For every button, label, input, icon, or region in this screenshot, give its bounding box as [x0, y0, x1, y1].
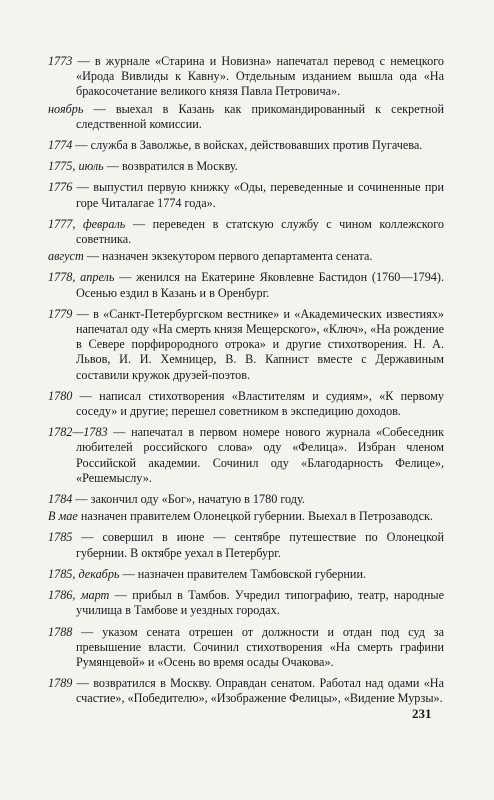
- entry-text: — назначен экзекутором первого департамента сената.: [83, 249, 373, 264]
- entry-date: 1775, июль: [48, 159, 104, 174]
- entry-date: 1782—1783: [48, 425, 108, 440]
- entry-text: — совершил в июне — сентябре путешествие по Олонецкой губернии. В октябре уехал в Петербург.: [72, 530, 444, 560]
- chronology-list: [48, 54, 444, 713]
- entry-date: 1777, февраль: [48, 216, 126, 231]
- entry-text: — выпустил первую книжку «Оды, переведенные и сочиненные при горе Читалагае 1774 года».: [72, 180, 444, 210]
- entry-text: — возвратился в Москву.: [103, 159, 238, 174]
- chronology-entry: [48, 102, 444, 132]
- chronology-entry: [48, 567, 444, 582]
- chronology-entry: [48, 180, 444, 210]
- entry-date: август: [48, 249, 84, 264]
- entry-date: 1776: [48, 180, 73, 195]
- entry-date: 1785, декабрь: [48, 566, 120, 581]
- entry-text: — прибыл в Тамбов. Учредил типографию, театр, народные училища в Тамбове и уездных городах.: [76, 588, 444, 618]
- entry-text: — переведен в статскую службу с чином коллежского советника.: [76, 216, 444, 247]
- chronology-entry: [48, 307, 444, 383]
- entry-date: 1779: [48, 306, 73, 321]
- chronology-entry: [48, 676, 444, 706]
- chronology-entry: [48, 54, 444, 100]
- chronology-entry: [48, 270, 444, 300]
- entry-text: — напечатал в первом номере нового журнала «Собеседник любителей российского слова» оду «Фелица». Избран членом Российской академии. Сочинил оду «Благодарность Фелице», «Решемыслу».: [76, 425, 444, 485]
- entry-date: 1789: [48, 676, 73, 691]
- entry-date: 1785: [48, 530, 73, 545]
- entry-text: — указом сената отрешен от должности и отдан под суд за превышение власти. Сочинил стихотворения «На смерть графини Румянцевой» и «Осень во время осады Очакова».: [72, 624, 444, 669]
- entry-date: 1786, март: [48, 588, 110, 603]
- entry-text: — возвратился в Москву. Оправдан сенатом. Работал над одами «На счастие», «Победителю», «Изображение Фелицы», «Видение Мурзы».: [72, 676, 444, 706]
- entry-date: ноябрь: [48, 101, 84, 116]
- entry-text: — закончил оду «Бог», начатую в 1780 году.: [72, 492, 305, 507]
- chronology-entry: [48, 625, 444, 671]
- entry-date: 1773: [48, 54, 73, 68]
- page-number: 231: [412, 706, 432, 721]
- chronology-entry: [48, 425, 444, 486]
- entry-text: — назначен правителем Тамбовской губернии.: [119, 566, 367, 581]
- entry-text: — выехал в Казань как прикомандированный к секретной следственной комиссии.: [76, 101, 444, 131]
- entry-date: 1788: [48, 624, 73, 639]
- chronology-entry: [48, 509, 444, 524]
- entry-text: — женился на Екатерине Яковлевне Бастидон (1760—1794). Осенью ездил в Казань и в Оренбург.: [76, 270, 444, 300]
- entry-text: — в журнале «Старина и Новизна» напечатал перевод с немецкого «Ирода Вивлиды к Кавну». Отдельным изданием вышла ода «На бракосочетание великого князя Павла Петровича».: [72, 54, 444, 99]
- chronology-entry: [48, 159, 444, 174]
- entry-date: В мае: [48, 509, 78, 524]
- chronology-entry: [48, 389, 444, 419]
- entry-text: назначен правителем Олонецкой губернии. Выехал в Петрозаводск.: [77, 509, 433, 524]
- entry-text: — служба в Заволжье, в войсках, действовавших против Пугачева.: [72, 138, 423, 153]
- chronology-entry: [48, 492, 444, 507]
- entry-text: — в «Санкт-Петербургском вестнике» и «Академических известиях» напечатал оду «На смерть князя Мещерского», «Ключ», «На рождение в Севере порфирородного отрока» и другие стихотворения. Н. А. Львов, И. И. Хемницер, В. В. Капнист вместе с Державиным составили кружок друзей-поэтов.: [72, 306, 444, 382]
- chronology-entry: [48, 530, 444, 560]
- chronology-entry: [48, 249, 444, 264]
- chronology-entry: [48, 138, 444, 153]
- entry-text: — написал стихотворения «Властителям и судиям», «К первому соседу» и другие; перешел советником в экспедицию доходов.: [72, 388, 444, 419]
- chronology-entry: [48, 588, 444, 618]
- entry-date: 1780: [48, 388, 73, 403]
- entry-date: 1774: [48, 138, 73, 153]
- entry-date: 1778, апрель: [48, 270, 115, 285]
- entry-date: 1784: [48, 492, 73, 507]
- chronology-entry: [48, 217, 444, 247]
